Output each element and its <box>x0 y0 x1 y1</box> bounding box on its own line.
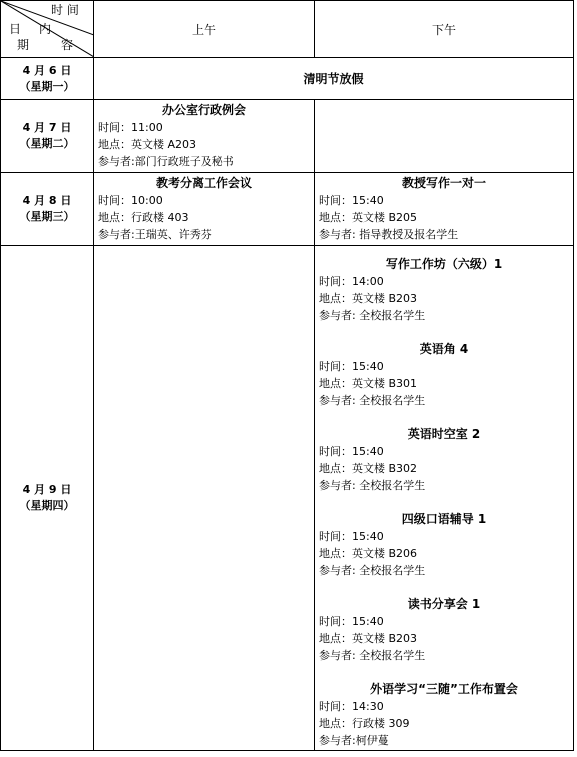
content-label: 内 <box>39 22 52 36</box>
event-participants: 参与者:王瑞英、许秀芬 <box>98 228 212 241</box>
content-label-2: 容 <box>61 38 74 52</box>
event-block <box>315 594 573 679</box>
event-title: 教授写作一对一 <box>401 176 486 190</box>
date-text: 4 月 7 日 <box>22 121 72 134</box>
afternoon-event-list <box>315 246 573 749</box>
event-block <box>315 424 573 509</box>
event-place: 地点：英文楼 B301 <box>319 377 418 390</box>
event-participants: 参与者: 全校报名学生 <box>319 649 426 662</box>
event-block <box>315 339 573 424</box>
event-place: 地点：英文楼 B206 <box>319 547 418 560</box>
event-time: 时间：15:40 <box>319 194 384 207</box>
event-participants: 参与者:部门行政班子及秘书 <box>98 155 234 168</box>
event-participants: 参与者: 指导教授及报名学生 <box>319 228 459 241</box>
event-title: 教考分离工作会议 <box>155 176 252 190</box>
afternoon-header: 下午 <box>315 1 574 58</box>
morning-cell <box>94 173 315 246</box>
weekday-text: （星期四） <box>19 499 75 512</box>
event-place: 地点：英文楼 B203 <box>319 632 418 645</box>
event-block <box>94 173 314 243</box>
event-time: 时间：15:40 <box>319 360 384 373</box>
event-participants: 参与者: 全校报名学生 <box>319 394 426 407</box>
date-text: 4 月 8 日 <box>22 194 72 207</box>
morning-cell <box>94 100 315 173</box>
row-apr7 <box>1 100 574 173</box>
date-cell <box>1 246 94 751</box>
row-apr8 <box>1 173 574 246</box>
morning-cell <box>94 246 315 751</box>
event-title: 读书分享会 1 <box>407 597 481 611</box>
holiday-text: 清明节放假 <box>94 58 574 100</box>
weekday-text: （星期二） <box>19 137 75 150</box>
row-apr9 <box>1 246 574 751</box>
event-participants: 参与者: 全校报名学生 <box>319 479 426 492</box>
event-block <box>315 173 573 243</box>
event-title: 英语时空室 2 <box>407 427 481 441</box>
event-time: 时间：14:00 <box>319 275 384 288</box>
date-cell <box>1 58 94 100</box>
afternoon-cell <box>315 100 574 173</box>
date-cell <box>1 100 94 173</box>
afternoon-cell <box>315 173 574 246</box>
afternoon-cell <box>315 246 574 751</box>
event-block <box>315 509 573 594</box>
date-text: 4 月 6 日 <box>22 63 72 77</box>
date-label-2: 期 <box>17 38 30 52</box>
event-title: 办公室行政例会 <box>161 103 246 117</box>
event-time: 时间：15:40 <box>319 530 384 543</box>
weekday-text: （星期三） <box>19 210 75 223</box>
weekday-text: （星期一） <box>19 79 75 93</box>
event-block <box>94 100 314 170</box>
event-block <box>315 679 573 749</box>
morning-header: 上午 <box>94 1 315 58</box>
row-apr6 <box>1 58 574 100</box>
event-place: 地点：英文楼 B203 <box>319 292 418 305</box>
event-title: 四级口语辅导 1 <box>401 512 487 526</box>
event-place: 地点：行政楼 309 <box>319 717 410 730</box>
event-place: 地点：英文楼 A203 <box>98 138 197 151</box>
event-place: 地点：英文楼 B205 <box>319 211 418 224</box>
header-row <box>1 1 574 58</box>
time-label: 时 间 <box>51 3 79 17</box>
event-place: 地点：行政楼 403 <box>98 211 189 224</box>
event-participants: 参与者: 全校报名学生 <box>319 564 426 577</box>
event-time: 时间：15:40 <box>319 615 384 628</box>
event-participants: 参与者: 全校报名学生 <box>319 309 426 322</box>
event-time: 时间：14:30 <box>319 700 384 713</box>
event-block <box>315 254 573 339</box>
event-title: 写作工作坊（六级）1 <box>385 257 503 271</box>
event-place: 地点：英文楼 B302 <box>319 462 418 475</box>
diagonal-header-cell <box>1 1 94 58</box>
date-label: 日 <box>9 22 22 36</box>
event-title: 外语学习“三随”工作布置会 <box>370 682 518 696</box>
event-time: 时间：11:00 <box>98 121 163 134</box>
event-time: 时间：10:00 <box>98 194 163 207</box>
event-participants: 参与者:柯伊蔓 <box>319 734 389 747</box>
date-text: 4 月 9 日 <box>22 483 72 496</box>
date-cell <box>1 173 94 246</box>
event-time: 时间：15:40 <box>319 445 384 458</box>
event-title: 英语角 4 <box>419 342 469 356</box>
